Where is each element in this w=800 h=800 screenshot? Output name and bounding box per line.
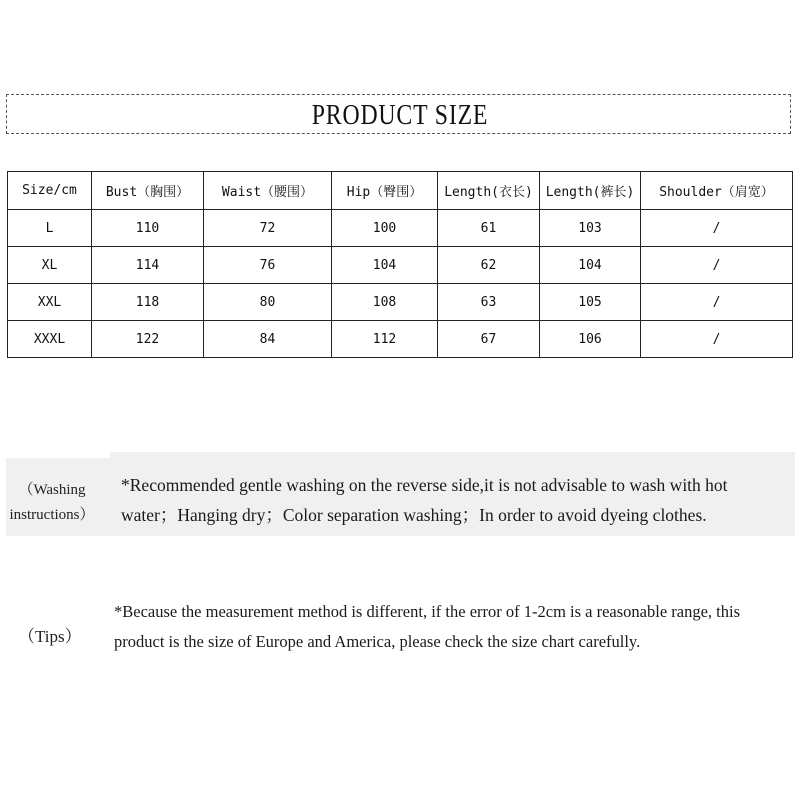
cell-shoulder: / xyxy=(641,284,793,321)
table-header-row xyxy=(8,172,793,210)
cell-waist: 80 xyxy=(204,284,332,321)
table-row xyxy=(8,284,793,321)
cell-top-length: 61 xyxy=(438,210,540,247)
cell-hip: 104 xyxy=(332,247,438,284)
cell-hip: 100 xyxy=(332,210,438,247)
cell-waist: 72 xyxy=(204,210,332,247)
washing-label-line1: （Washing xyxy=(18,482,86,498)
cell-size: L xyxy=(8,210,92,247)
tips-text: *Because the measurement method is different, if the error of 1-2cm is a reasonable range, this product is the size of Europe and America, please check the size chart carefully. xyxy=(114,602,741,651)
cell-bust: 122 xyxy=(92,321,204,358)
cell-hip: 108 xyxy=(332,284,438,321)
cell-pants-length: 105 xyxy=(540,284,641,321)
header-hip: Hip（臀围） xyxy=(332,172,438,210)
washing-section-notch xyxy=(6,452,110,458)
cell-bust: 114 xyxy=(92,247,204,284)
header-shoulder: Shoulder（肩宽） xyxy=(641,172,793,210)
cell-pants-length: 103 xyxy=(540,210,641,247)
header-top-length: Length(衣长) xyxy=(438,172,540,210)
header-pants-length: Length(裤长) xyxy=(540,172,641,210)
cell-bust: 118 xyxy=(92,284,204,321)
tips-label: （Tips） xyxy=(18,627,82,646)
cell-top-length: 62 xyxy=(438,247,540,284)
cell-size: XXXL xyxy=(8,321,92,358)
cell-shoulder: / xyxy=(641,247,793,284)
size-table xyxy=(7,171,793,358)
cell-hip: 112 xyxy=(332,321,438,358)
washing-label-line2: instructions） xyxy=(9,507,95,523)
cell-top-length: 67 xyxy=(438,321,540,358)
header-waist: Waist（腰围） xyxy=(204,172,332,210)
cell-pants-length: 104 xyxy=(540,247,641,284)
cell-top-length: 63 xyxy=(438,284,540,321)
cell-bust: 110 xyxy=(92,210,204,247)
page-title: PRODUCT SIZE xyxy=(311,99,489,131)
cell-pants-length: 106 xyxy=(540,321,641,358)
cell-waist: 76 xyxy=(204,247,332,284)
cell-shoulder: / xyxy=(641,210,793,247)
cell-waist: 84 xyxy=(204,321,332,358)
table-row xyxy=(8,321,793,358)
header-size: Size/cm xyxy=(8,172,92,210)
cell-shoulder: / xyxy=(641,321,793,358)
header-bust: Bust（胸围） xyxy=(92,172,204,210)
table-row xyxy=(8,210,793,247)
table-row xyxy=(8,247,793,284)
cell-size: XXL xyxy=(8,284,92,321)
washing-instructions-text: *Recommended gentle washing on the reverse side,it is not advisable to wash with hot water；Hanging dry；Color separation washing；In order to avoid dyeing clothes. xyxy=(121,475,728,525)
cell-size: XL xyxy=(8,247,92,284)
washing-label xyxy=(6,478,98,528)
